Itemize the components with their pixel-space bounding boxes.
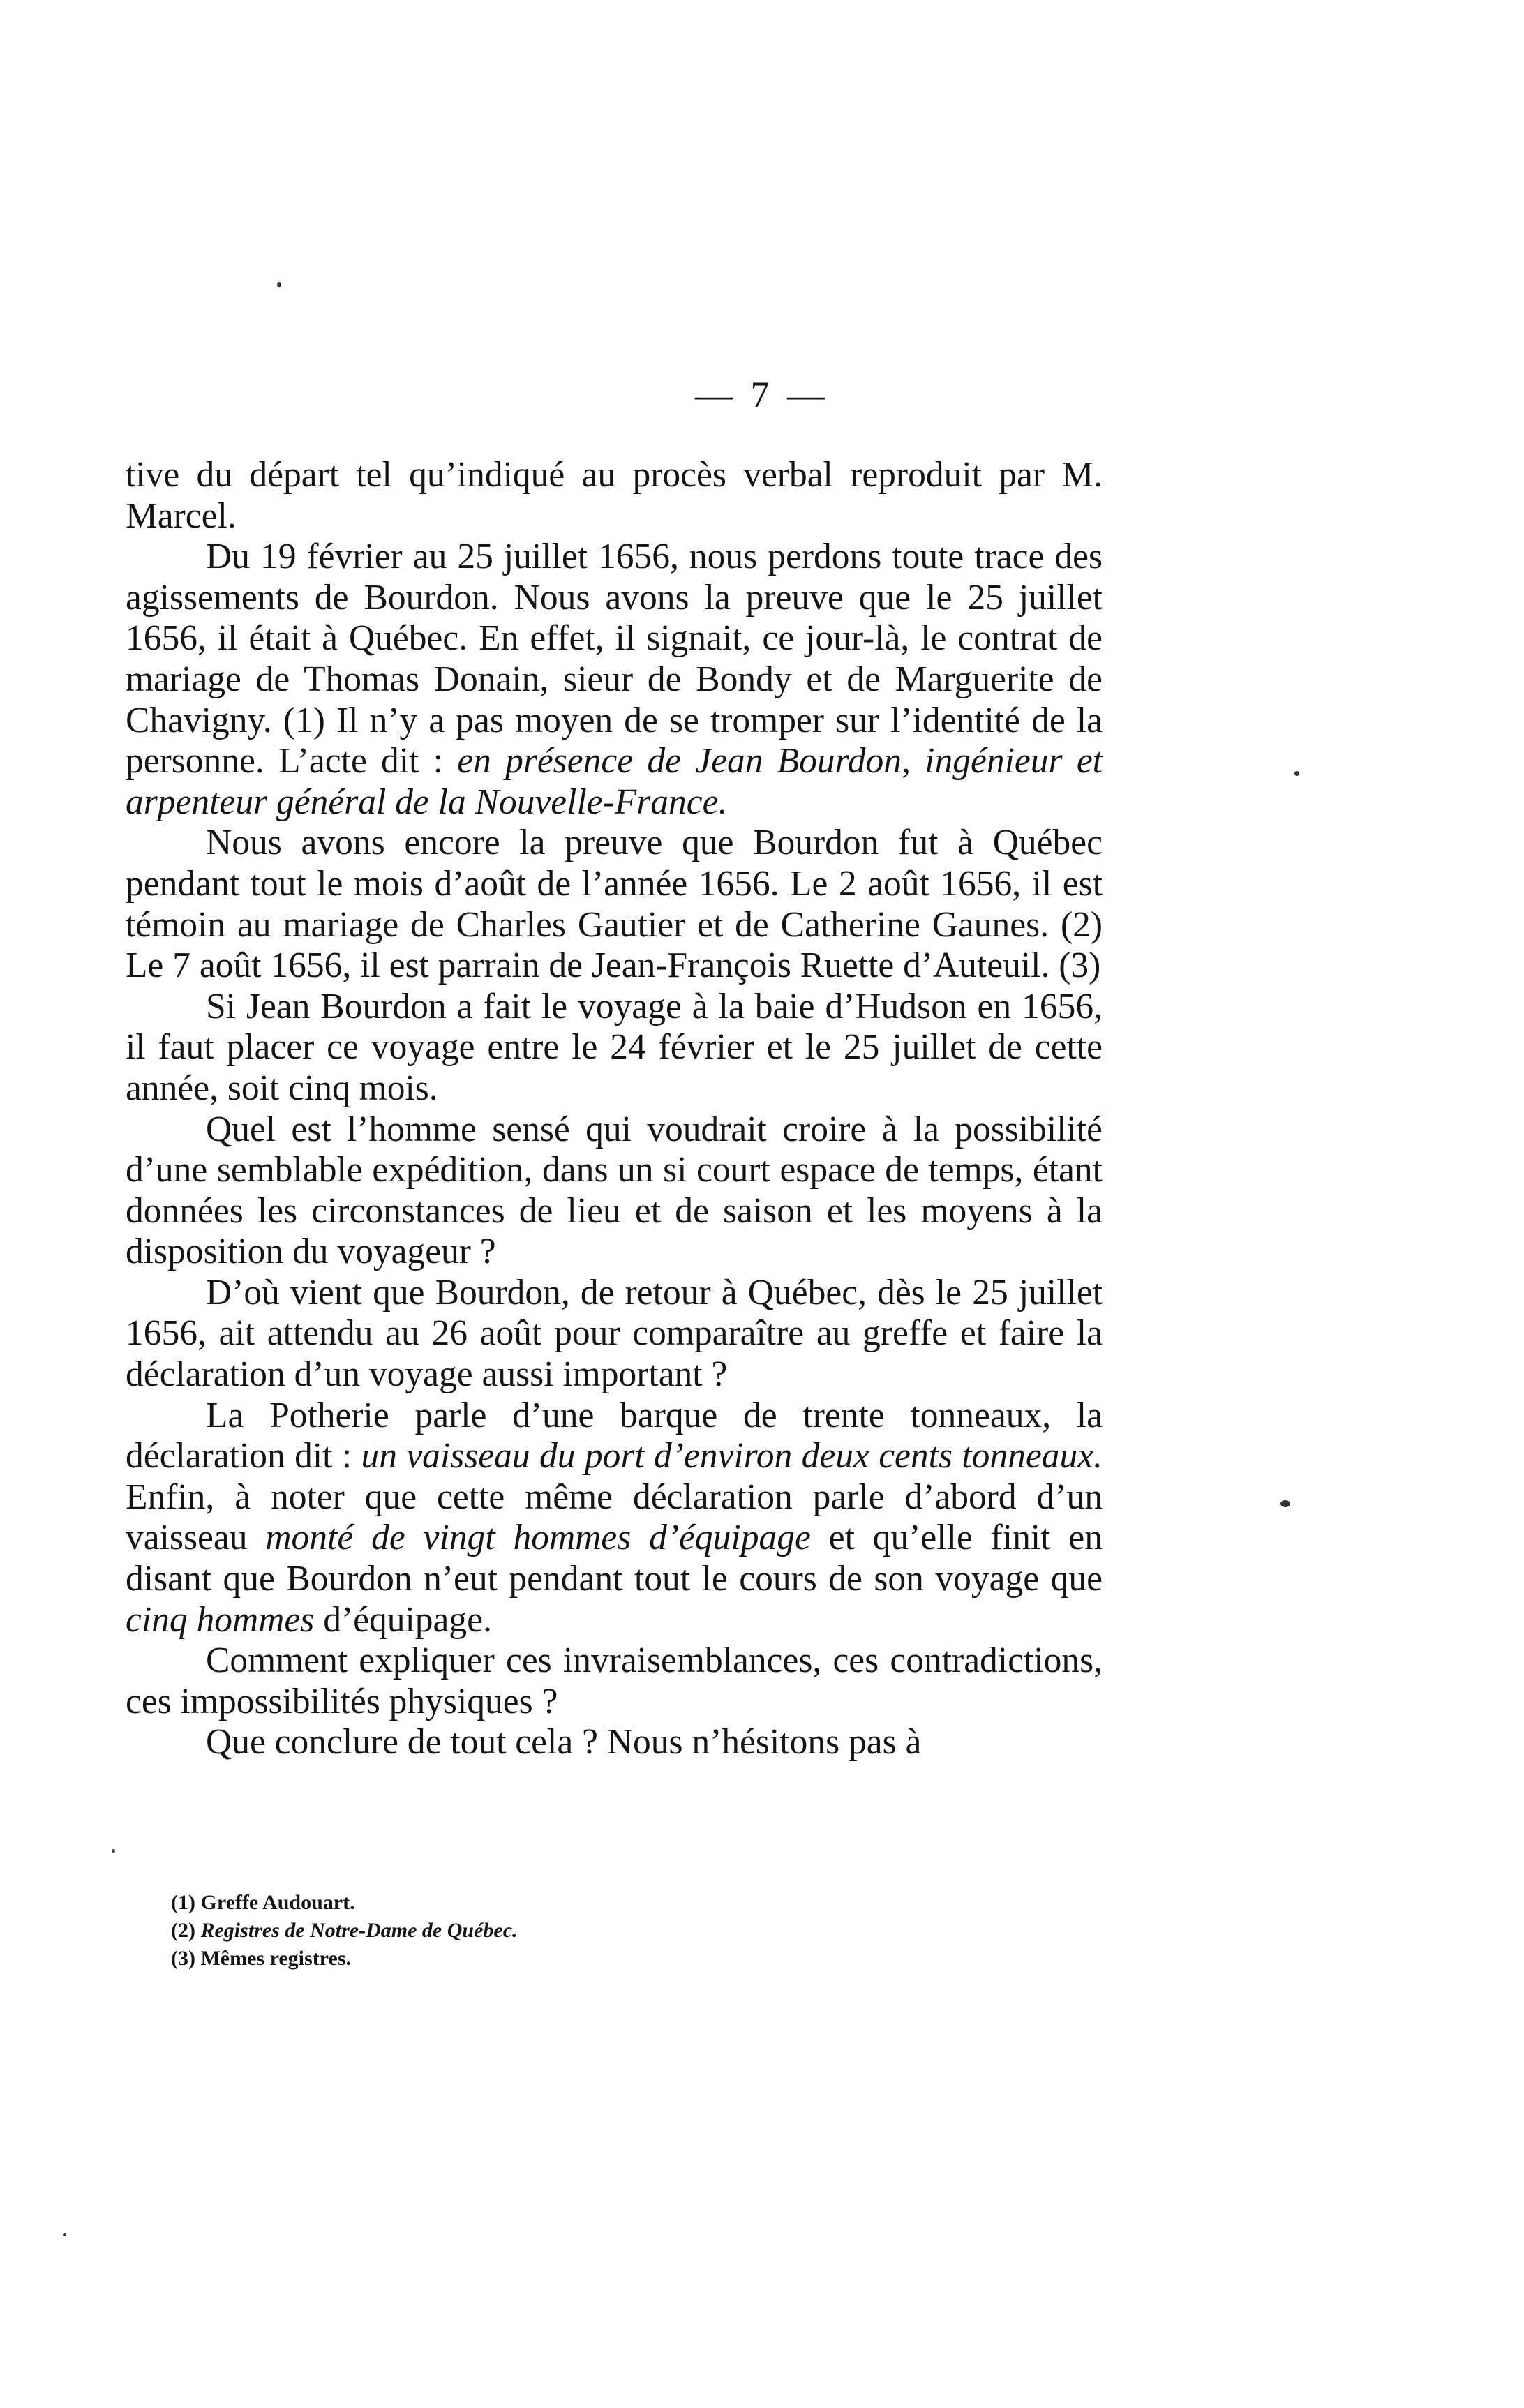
text-span: Du 19 février au 25 juillet 1656, nous perdons toute trace des agissements de Bourdon. Nous avons la preuve que le 25 juillet 1656, il était à Québec. En effet, il signait, ce jour-là, le contrat de mariage de Thomas Donain, sieur de Bondy et de Marguerite de Chavigny. (1) Il n’y a pas moyen de se tromper sur l’identité de la personne. L’acte dit : [126, 537, 1103, 782]
scan-speck [277, 282, 281, 287]
paragraph [126, 1396, 1103, 1641]
text-span: Que conclure de tout cela ? Nous n’hésitons pas à [206, 1722, 922, 1763]
italic-text-span: Registres de Notre-Dame de Québec. [200, 1919, 518, 1942]
scan-speck [1280, 1500, 1290, 1507]
paragraph [126, 1109, 1103, 1273]
text-span: tive du départ tel qu’indiqué au procès verbal reproduit par M. Marcel. [126, 455, 1103, 536]
text-span: Comment expliquer ces invraisemblances, ces contradictions, ces impossibilités physiques ? [126, 1640, 1103, 1721]
text-span: Quel est l’homme sensé qui voudrait croire à la possibilité d’une semblable expédition, dans un si court espace de temps, étant données les circonstances de lieu et de saison et les moyens à la disposition du voyageur ? [126, 1109, 1103, 1272]
paragraph [126, 1722, 1103, 1763]
footnote [171, 1945, 1008, 1973]
italic-text-span: cinq hommes [126, 1599, 315, 1640]
scan-speck [112, 1849, 115, 1853]
paragraph [126, 987, 1103, 1109]
body-text [126, 455, 1103, 1763]
text-span: (3) Mêmes registres. [171, 1947, 351, 1970]
paragraph [126, 455, 1103, 537]
paragraph [126, 537, 1103, 823]
paragraph [126, 1273, 1103, 1396]
italic-text-span: un vaisseau du port d’environ deux cents tonneaux. [361, 1436, 1103, 1476]
footnotes [171, 1889, 1008, 1973]
scan-speck [63, 2233, 66, 2236]
italic-text-span: monté de vingt hommes d’équipage [265, 1518, 811, 1558]
text-span: d’équipage. [314, 1599, 492, 1640]
text-span: D’où vient que Bourdon, de retour à Québec, dès le 25 juillet 1656, ait attendu au 26 août pour comparaître au greffe et faire la déclaration d’un voyage aussi important ? [126, 1272, 1103, 1395]
text-span: Enfin, à noter que cette même déclaration parle d’abord d’un vaisseau [126, 1476, 1103, 1558]
text-span: et qu’elle finit en disant que Bourdon n’eut pendant tout le cours de son voyage que [126, 1518, 1103, 1599]
footnote [171, 1889, 1008, 1917]
scan-speck [1294, 771, 1299, 776]
footnote [171, 1917, 1008, 1945]
text-span: Nous avons encore la preuve que Bourdon fut à Québec pendant tout le mois d’août de l’année 1656. Le 2 août 1656, il est témoin au mariage de Charles Gautier et de Catherine Gaunes. (2) Le 7 août 1656, il est parrain de Jean-François Ruette d’Auteuil. (3) [126, 823, 1103, 986]
italic-text-span: en présence de Jean Bourdon, ingénieur et arpenteur général de la Nouvelle-France. [126, 741, 1103, 822]
text-span: La Potherie parle d’une barque de trente tonneaux, la déclaration dit : [126, 1395, 1103, 1476]
page-number: — 7 — [695, 374, 829, 416]
text-span: (1) Greffe Audouart. [171, 1891, 355, 1914]
paragraph [126, 823, 1103, 986]
text-span: Si Jean Bourdon a fait le voyage à la baie d’Hudson en 1656, il faut placer ce voyage entre le 24 février et le 25 juillet de cette année, soit cinq mois. [126, 986, 1103, 1108]
text-span: (2) [171, 1919, 201, 1942]
paragraph [126, 1640, 1103, 1722]
